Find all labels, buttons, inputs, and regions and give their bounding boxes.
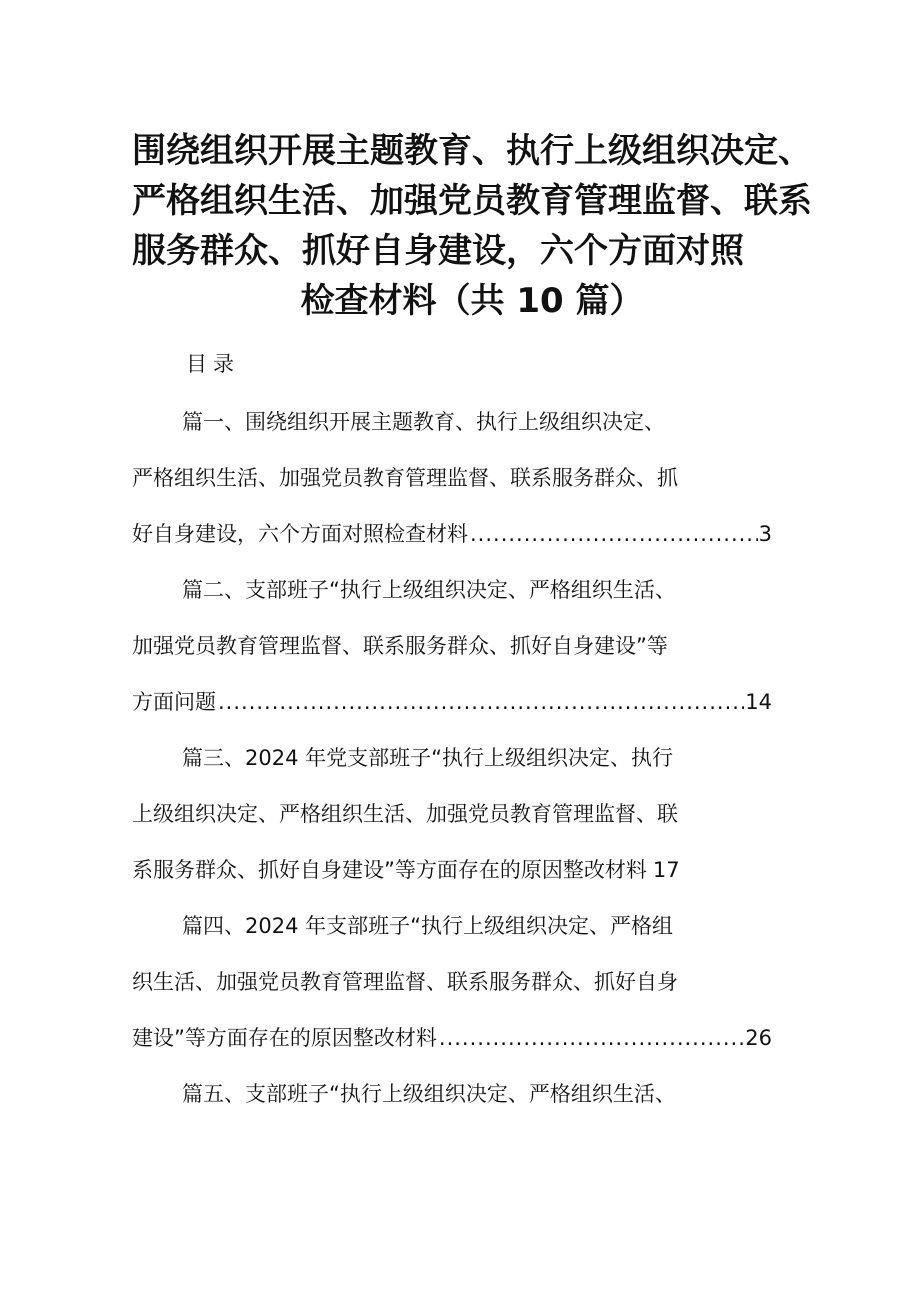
- toc-entry-text: 系服务群众、抓好自身建设”等方面存在的原因整改材料: [132, 858, 647, 882]
- toc-entry-line: [132, 964, 772, 1020]
- toc-entry-line: [132, 628, 772, 684]
- title-line: 严格组织生活、加强党员教育管理监督、联系: [132, 181, 812, 221]
- toc-entry-1[interactable]: [132, 404, 772, 572]
- table-of-contents: [132, 404, 772, 1132]
- toc-entry-line: [132, 796, 772, 852]
- toc-page-number: 14: [745, 690, 772, 714]
- toc-entry-text: 上级组织决定、严格组织生活、加强党员教育管理监督、联: [132, 802, 678, 826]
- toc-entry-text: 建设”等方面存在的原因整改材料: [132, 1026, 437, 1050]
- toc-entry-line: [132, 1076, 772, 1132]
- toc-entry-line: [132, 684, 772, 740]
- toc-entry-4[interactable]: [132, 908, 772, 1076]
- toc-leader-dots: [470, 516, 758, 552]
- toc-entry-5[interactable]: [132, 1076, 772, 1132]
- title-line: 检查材料（共 10 篇）: [300, 281, 644, 321]
- toc-page-number: 3: [758, 522, 772, 546]
- toc-entry-2[interactable]: [132, 572, 772, 740]
- toc-entry-line: [132, 740, 772, 796]
- toc-heading: 目录: [186, 352, 240, 376]
- toc-entry-text: 方面问题: [132, 690, 216, 714]
- toc-entry-line: [132, 404, 772, 460]
- toc-entry-line: [132, 460, 772, 516]
- toc-entry-3[interactable]: [132, 740, 772, 908]
- toc-entry-text: 好自身建设，六个方面对照检查材料: [132, 522, 468, 546]
- toc-entry-text: 篇三、2024 年党支部班子“执行上级组织决定、执行: [182, 746, 673, 770]
- toc-entry-text: 篇四、2024 年支部班子“执行上级组织决定、严格组: [182, 914, 673, 938]
- toc-leader-dots: [439, 1020, 744, 1056]
- toc-entry-text: 严格组织生活、加强党员教育管理监督、联系服务群众、抓: [132, 466, 678, 490]
- toc-entry-text: 篇一、围绕组织开展主题教育、执行上级组织决定、: [182, 410, 665, 434]
- toc-page-number: 17: [652, 858, 680, 882]
- toc-entry-line: [132, 908, 772, 964]
- toc-entry-text: 加强党员教育管理监督、联系服务群众、抓好自身建设”等: [132, 634, 668, 658]
- toc-leader-dots: [218, 684, 744, 720]
- document-title: [132, 126, 812, 326]
- title-line: 围绕组织开展主题教育、执行上级组织决定、: [132, 131, 812, 171]
- toc-entry-line: [132, 852, 772, 908]
- title-line: 服务群众、抓好自身建设，六个方面对照: [132, 231, 744, 271]
- toc-entry-text: 篇二、支部班子“执行上级组织决定、严格组织生活、: [182, 578, 676, 602]
- toc-page-number: 26: [745, 1026, 772, 1050]
- toc-entry-line: [132, 1020, 772, 1076]
- toc-entry-line: [132, 572, 772, 628]
- toc-entry-line: [132, 516, 772, 572]
- toc-entry-text: 织生活、加强党员教育管理监督、联系服务群众、抓好自身: [132, 970, 678, 994]
- toc-entry-text: 篇五、支部班子“执行上级组织决定、严格组织生活、: [182, 1082, 676, 1106]
